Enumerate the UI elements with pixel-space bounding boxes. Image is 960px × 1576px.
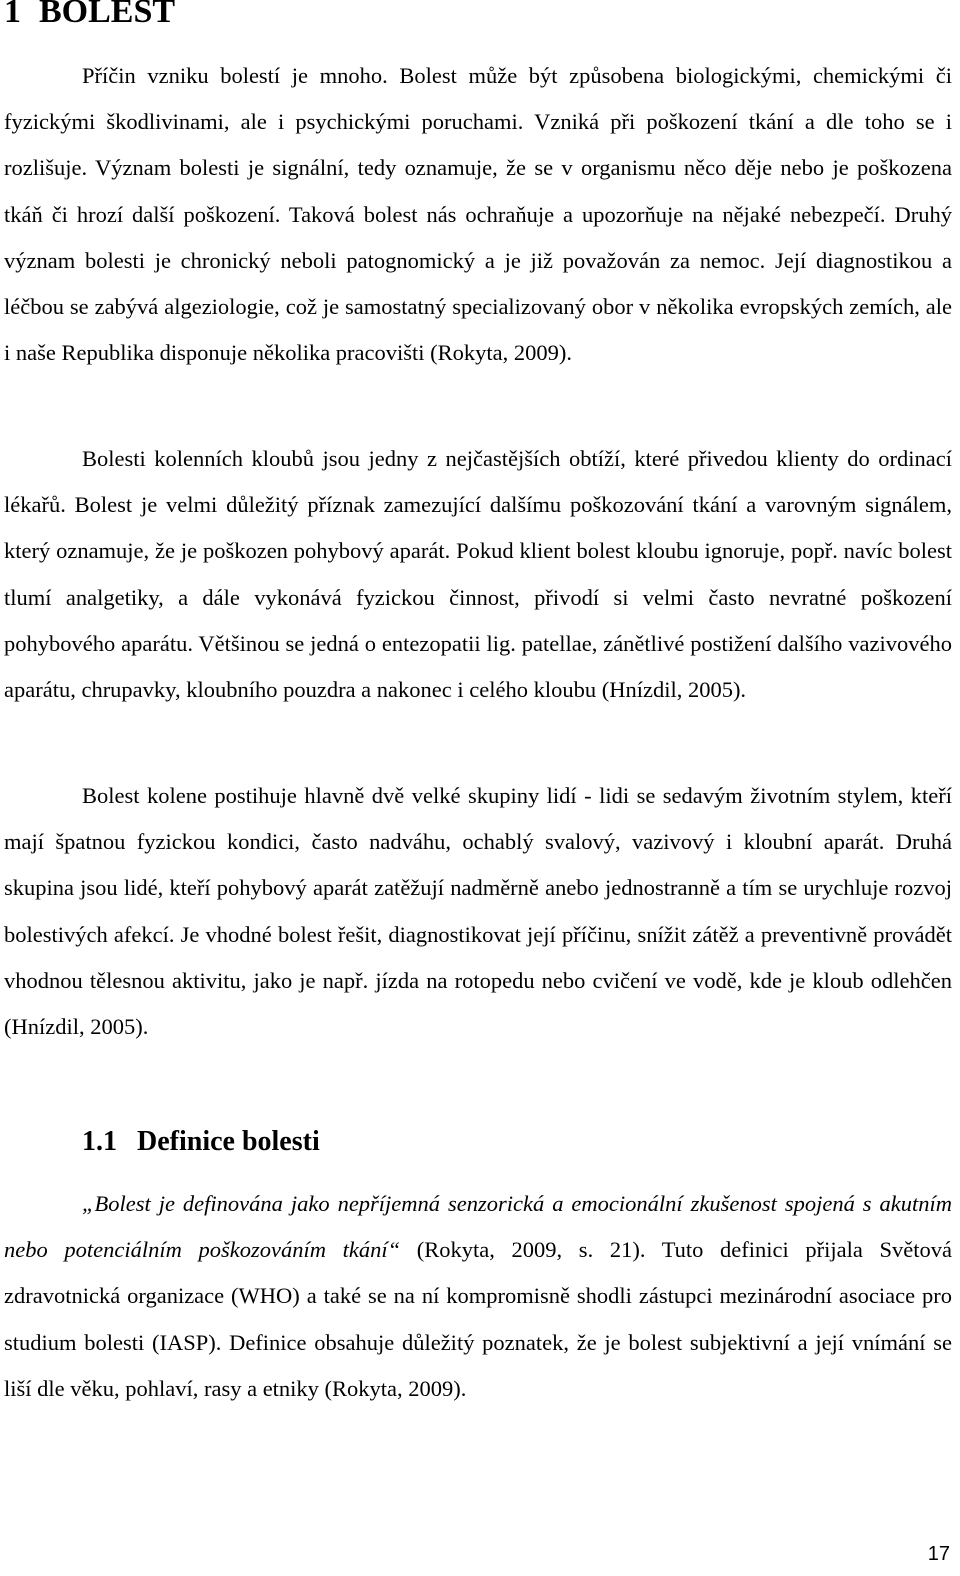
definition-quote: „Bolest je definována jako nepříjemná senzorická a emocionální zkušenost spojená s akutním nebo potenciálním poškozováním tkání“ (4, 1191, 952, 1263)
paragraph-pain-definition (4, 1181, 952, 1412)
paragraph-knee-joint-pain: Bolesti kolenních kloubů jsou jedny z nejčastějších obtíží, které přivedou klienty do ordinací lékařů. Bolest je velmi důležitý příznak zamezující dalšímu poškozování tkání a varovným signálem, který oznamuje, že je poškozen pohybový aparát. Pokud klient bolest kloubu ignoruje, popř. navíc bolest tlumí analgetiky, a dále vykonává fyzickou činnost, přivodí si velmi často nevratné poškození pohybového aparátu. Většinou se jedná o entezopatii lig. patellae, zánětlivé postižení dalšího vazivového aparátu, chrupavky, kloubního pouzdra a nakonec i celého kloubu (Hnízdil, 2005). (4, 446, 952, 703)
section-number: 1.1 (82, 1126, 117, 1157)
section-title: Definice bolesti (137, 1126, 320, 1157)
chapter-number: 1 (4, 0, 21, 30)
section-heading (82, 1122, 320, 1162)
paragraph-affected-groups: Bolest kolene postihuje hlavně dvě velké skupiny lidí - lidi se sedavým životním stylem, kteří mají špatnou fyzickou kondici, často nadváhu, ochablý svalový, vazivový i kloubní aparát. Druhá skupina jsou lidé, kteří pohybový aparát zatěžují nadměrně anebo jednostranně a tím se urychluje rozvoj bolestivých afekcí. Je vhodné bolest řešit, diagnostikovat její příčinu, snížit zátěž a preventivně provádět vhodnou tělesnou aktivitu, jako je např. jízda na rotopedu nebo cvičení ve vodě, kde je kloub odlehčen (Hnízdil, 2005). (4, 783, 952, 1040)
definition-text: (Rokyta, 2009, s. 21). Tuto definici přijala Světová zdravotnická organizace (WHO) a také se na ní kompromisně shodli zástupci mezinárodní asociace pro studium bolesti (IASP). Definice obsahuje důležitý poznatek, že je bolest subjektivní a její vnímání se liší dle věku, pohlaví, rasy a etniky (Rokyta, 2009). (4, 1237, 952, 1401)
paragraph-pain-causes: Příčin vzniku bolestí je mnoho. Bolest může být způsobena biologickými, chemickými či fyzickými škodlivinami, ale i psychickými poruchami. Vzniká při poškození tkání a dle toho se i rozlišuje. Význam bolesti je signální, tedy oznamuje, že se v organismu něco děje nebo je poškozena tkáň či hrozí další poškození. Taková bolest nás ochraňuje a upozorňuje na nějaké nebezpečí. Druhý význam bolesti je chronický neboli patognomický a je již považován za nemoc. Její diagnostikou a léčbou se zabývá algeziologie, což je samostatný specializovaný obor v několika evropských zemích, ale i naše Republika disponuje několika pracovišti (Rokyta, 2009). (4, 63, 952, 366)
chapter-heading (4, 0, 175, 34)
chapter-title: BOLEST (39, 0, 176, 30)
page-number: 17 (927, 1543, 950, 1565)
